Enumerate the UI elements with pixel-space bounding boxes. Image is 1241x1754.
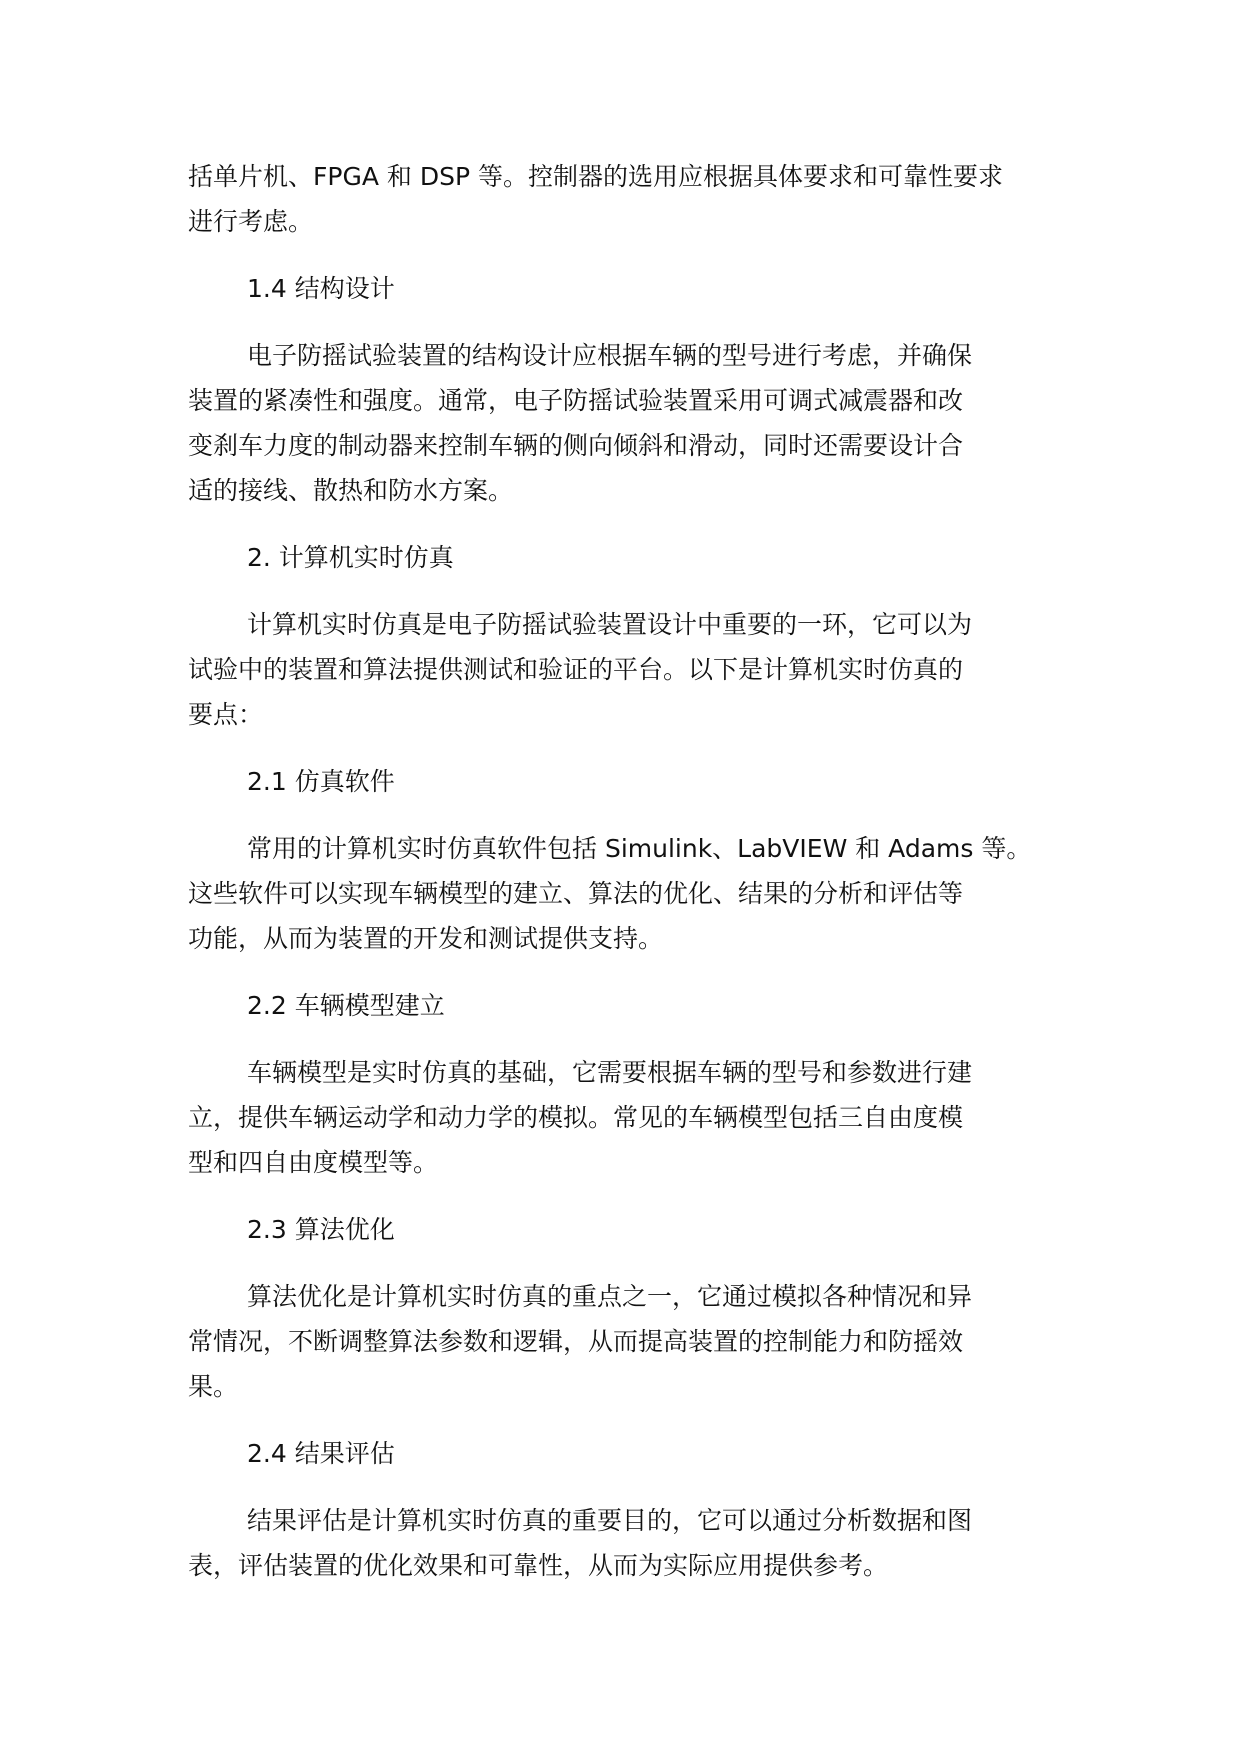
heading-2-3: 2.3 算法优化 [247, 1215, 395, 1244]
text-line: 果。 [188, 1372, 239, 1401]
text-line: 型和四自由度模型等。 [188, 1148, 439, 1177]
heading-2-2: 2.2 车辆模型建立 [247, 991, 445, 1020]
text-line: 车辆模型是实时仿真的基础，它需要根据车辆的型号和参数进行建 [247, 1058, 973, 1087]
heading-2: 2. 计算机实时仿真 [247, 543, 454, 572]
paragraph-simulation-software [188, 826, 1052, 961]
text-line: 常用的计算机实时仿真软件包括 Simulink、LabVIEW 和 Adams 等。 [247, 834, 1032, 863]
text-line: 括单片机、FPGA 和 DSP 等。控制器的选用应根据具体要求和可靠性要求 [188, 162, 1003, 191]
text-line: 适的接线、散热和防水方案。 [188, 476, 514, 505]
text-line: 变刹车力度的制动器来控制车辆的侧向倾斜和滑动，同时还需要设计合 [188, 431, 964, 460]
text-line: 电子防摇试验装置的结构设计应根据车辆的型号进行考虑，并确保 [247, 341, 973, 370]
text-line: 立，提供车辆运动学和动力学的模拟。常见的车辆模型包括三自由度模 [188, 1103, 964, 1132]
text-line: 结果评估是计算机实时仿真的重要目的，它可以通过分析数据和图 [247, 1506, 973, 1535]
text-line: 进行考虑。 [188, 207, 314, 236]
text-line: 计算机实时仿真是电子防摇试验装置设计中重要的一环，它可以为 [247, 610, 973, 639]
document-page [188, 154, 1052, 1588]
text-line: 装置的紧凑性和强度。通常，电子防摇试验装置采用可调式减震器和改 [188, 386, 964, 415]
paragraph-vehicle-model [188, 1050, 1052, 1185]
heading-2-4: 2.4 结果评估 [247, 1439, 395, 1468]
paragraph-realtime-simulation [188, 602, 1052, 737]
paragraph-controller-continued [188, 154, 1052, 244]
heading-1-4: 1.4 结构设计 [247, 274, 395, 303]
text-line: 算法优化是计算机实时仿真的重点之一，它通过模拟各种情况和异 [247, 1282, 973, 1311]
text-line: 要点： [188, 700, 264, 729]
paragraph-structure-design [188, 333, 1052, 513]
paragraph-algorithm-optimization [188, 1274, 1052, 1409]
text-line: 表，评估装置的优化效果和可靠性，从而为实际应用提供参考。 [188, 1551, 889, 1580]
heading-2-1: 2.1 仿真软件 [247, 767, 395, 796]
paragraph-result-evaluation [188, 1498, 1052, 1588]
text-line: 这些软件可以实现车辆模型的建立、算法的优化、结果的分析和评估等 [188, 879, 964, 908]
text-line: 功能，从而为装置的开发和测试提供支持。 [188, 924, 664, 953]
text-line: 常情况，不断调整算法参数和逻辑，从而提高装置的控制能力和防摇效 [188, 1327, 964, 1356]
text-line: 试验中的装置和算法提供测试和验证的平台。以下是计算机实时仿真的 [188, 655, 964, 684]
